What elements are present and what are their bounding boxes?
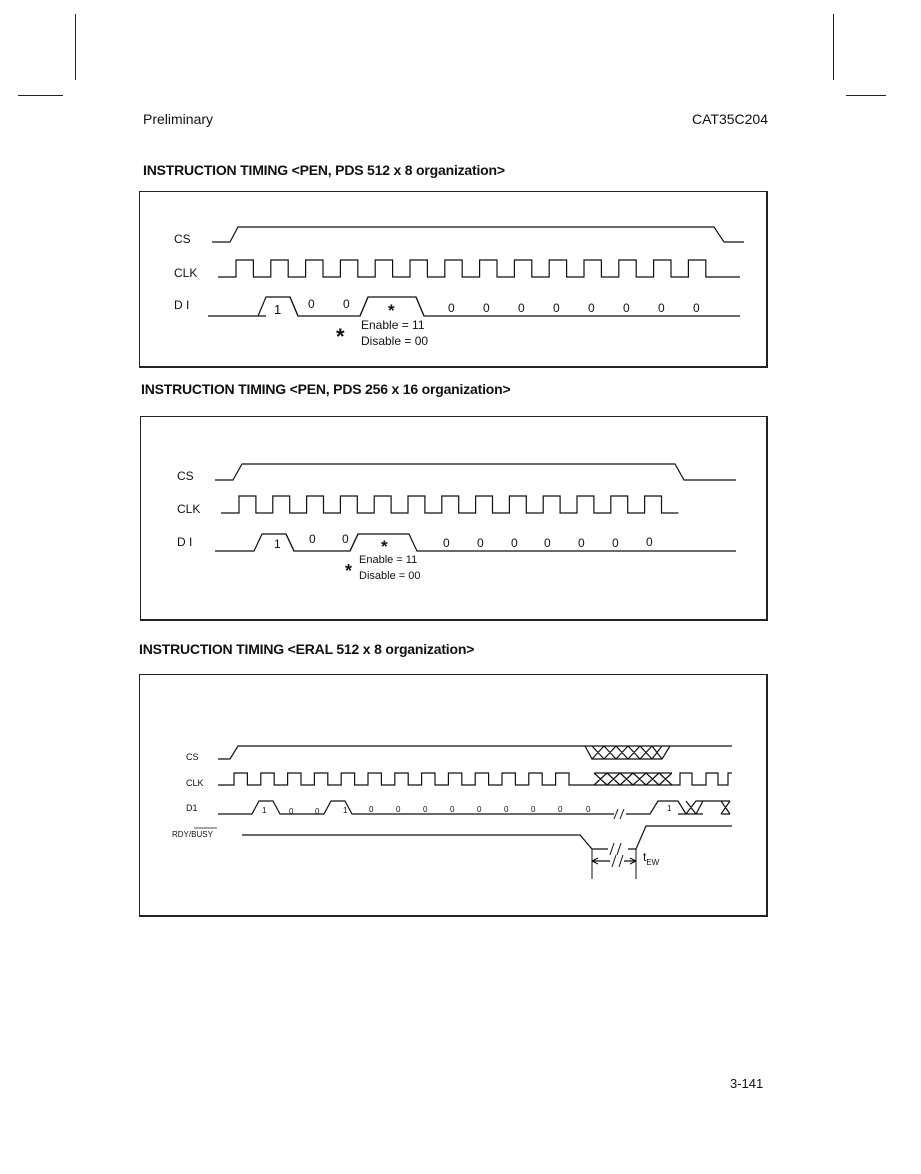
di-bit-12: 0: [558, 805, 563, 814]
di-bit-13: 0: [586, 805, 591, 814]
di-bit-2: 0: [289, 807, 294, 816]
di-bit-7: 0: [518, 301, 525, 315]
section-title-pen-pds-256x16: INSTRUCTION TIMING <PEN, PDS 256 x 16 organization>: [141, 381, 511, 397]
tew-label: $t_{EW}$: [643, 850, 660, 867]
di-bit-8: 0: [553, 301, 560, 315]
di-bit-2: 0: [309, 532, 316, 546]
di-bit-9: 0: [477, 805, 482, 814]
note-disable: Disable = 00: [359, 570, 421, 582]
waveform-clk: [218, 773, 732, 785]
signal-label-clk: CLK: [174, 266, 198, 280]
di-bit-7: 0: [423, 805, 428, 814]
waveform-cs: [215, 464, 736, 480]
header-preliminary: Preliminary: [143, 111, 214, 127]
di-bit-8: 0: [544, 536, 551, 550]
di-break-mark-2: [620, 809, 624, 819]
crop-mark-right-horizontal: [846, 95, 886, 96]
di-bit-1: 1: [262, 806, 267, 815]
crop-mark-right-vertical: [833, 14, 834, 80]
di-bit-10: 0: [612, 536, 619, 550]
waveform-cs: [212, 227, 744, 242]
di-bit-11: 0: [646, 535, 653, 549]
di-bit-1: 1: [274, 537, 281, 551]
crop-mark-left-horizontal: [18, 95, 63, 96]
di-bit-6: 0: [396, 805, 401, 814]
note-star: *: [345, 561, 353, 581]
section-title-eral-512x8: INSTRUCTION TIMING <ERAL 512 x 8 organization>: [139, 641, 475, 657]
di-bit-star: *: [381, 537, 388, 556]
signal-label-clk: CLK: [177, 502, 201, 516]
signal-label-di: D I: [174, 298, 190, 312]
waveform-rdy-busy: [242, 826, 732, 849]
di-bit-6: 0: [483, 301, 490, 315]
signal-label-cs: CS: [174, 232, 191, 246]
note-star: *: [336, 324, 345, 349]
di-bit-3: 0: [343, 297, 350, 311]
waveform-di: [218, 801, 614, 814]
di-bit-9: 0: [588, 301, 595, 315]
crop-mark-left-vertical: [75, 14, 76, 80]
signal-label-rdy-busy: RDY/BUSY: [172, 830, 213, 839]
signal-label-di: D I: [177, 535, 193, 549]
di-bit-5: 0: [369, 805, 374, 814]
di-bit-star: *: [388, 301, 395, 320]
di-bit-6: 0: [477, 536, 484, 550]
busy-break-mark-2: [617, 843, 621, 855]
clk-dont-care-hatch: [594, 773, 672, 785]
note-enable: Enable = 11: [359, 554, 418, 566]
signal-label-clk: CLK: [186, 778, 204, 788]
timing-diagram-svg-2: [141, 417, 768, 621]
waveform-clk: [221, 496, 678, 513]
di-bit-11: 0: [531, 805, 536, 814]
di-bit-2: 0: [308, 297, 315, 311]
note-enable: Enable = 11: [361, 318, 425, 332]
waveform-di-lower: [258, 297, 424, 316]
timing-diagram-svg-1: [140, 192, 768, 368]
di-break-mark-1: [614, 809, 618, 819]
di-bit-3: 0: [315, 807, 320, 816]
signal-label-cs: CS: [186, 752, 199, 762]
timing-diagram-svg-3: [140, 675, 768, 917]
di-bit-10: 0: [623, 301, 630, 315]
waveform-cs: [218, 746, 732, 759]
waveform-di-end: [626, 801, 730, 814]
waveform-clk: [218, 260, 740, 277]
di-bit-9: 0: [578, 536, 585, 550]
di-bit-12: 0: [693, 301, 700, 315]
di-bit-7: 0: [511, 536, 518, 550]
section-title-pen-pds-512x8: INSTRUCTION TIMING <PEN, PDS 512 x 8 organization>: [143, 162, 505, 178]
timing-diagram-eral-512x8: [139, 674, 768, 917]
di-bit-14: 1: [667, 804, 672, 813]
di-bit-11: 0: [658, 301, 665, 315]
tew-break-mark-1: [612, 855, 616, 867]
cs-dont-care-hatch: [592, 746, 662, 759]
di-bit-3: 0: [342, 532, 349, 546]
signal-label-di: D1: [186, 803, 198, 813]
di-bit-4: 1: [343, 806, 348, 815]
page-number: 3-141: [730, 1076, 764, 1091]
signal-label-cs: CS: [177, 469, 194, 483]
timing-diagram-pen-pds-256x16: [140, 416, 768, 621]
note-disable: Disable = 00: [361, 334, 429, 348]
di-bit-5: 0: [443, 536, 450, 550]
timing-diagram-pen-pds-512x8: [139, 191, 768, 368]
busy-break-mark-1: [610, 843, 614, 855]
di-bit-10: 0: [504, 805, 509, 814]
header-part-number: CAT35C204: [692, 111, 769, 127]
di-bit-8: 0: [450, 805, 455, 814]
tew-break-mark-2: [619, 855, 623, 867]
di-bit-1: 1: [274, 302, 282, 317]
di-bit-5: 0: [448, 301, 455, 315]
